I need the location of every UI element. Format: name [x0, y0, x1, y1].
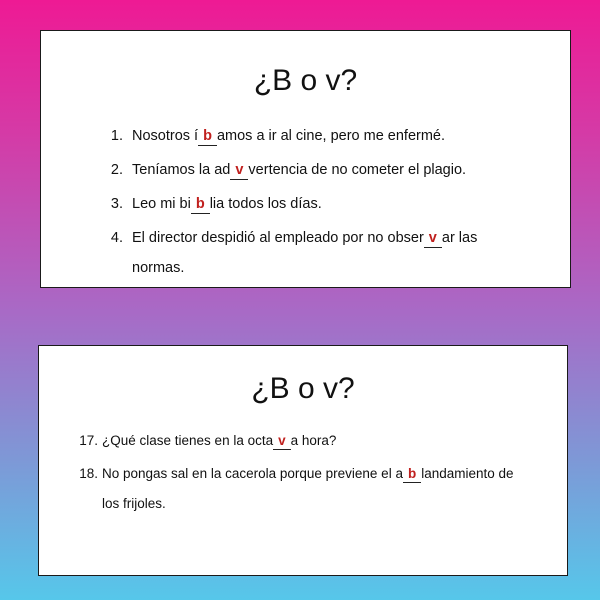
question-item-3 — [101, 189, 504, 219]
answer-letter: v — [278, 433, 286, 448]
card-title: ¿B o v? — [253, 64, 358, 97]
question-number: 2. — [110, 162, 123, 178]
answer-blank — [424, 231, 442, 248]
text-before-blank: No pongas sal en la cacerola porque previene el a — [102, 466, 403, 481]
answer-letter: b — [203, 128, 212, 144]
question-item-2 — [101, 155, 504, 185]
answer-letter: v — [428, 230, 437, 246]
question-text — [132, 223, 504, 283]
text-after-blank: ar las normas. — [132, 230, 478, 276]
question-text — [132, 121, 504, 151]
text-before-blank: Nosotros í — [132, 128, 199, 144]
answer-blank — [403, 467, 421, 483]
answer-blank — [230, 163, 248, 180]
question-list — [78, 426, 524, 522]
question-number: 18. — [79, 466, 98, 481]
answer-blank — [273, 434, 291, 450]
question-number: 4. — [110, 230, 123, 246]
card-title: ¿B o v? — [251, 372, 355, 405]
question-list — [101, 121, 504, 287]
question-text — [132, 189, 504, 219]
answer-letter: b — [407, 466, 417, 481]
question-item-18 — [78, 459, 524, 519]
question-number: 3. — [110, 196, 123, 212]
answer-letter: v — [235, 162, 244, 178]
quiz-card-2 — [38, 345, 568, 576]
question-item-1 — [101, 121, 504, 151]
question-number: 17. — [79, 433, 98, 448]
question-item-17 — [78, 426, 524, 456]
question-text — [102, 459, 524, 519]
question-item-4 — [101, 223, 504, 283]
text-after-blank: a hora? — [290, 433, 337, 448]
answer-blank — [198, 129, 217, 146]
text-after-blank: lia todos los días. — [209, 196, 322, 212]
quiz-card-1 — [40, 30, 571, 288]
text-before-blank: Leo mi bi — [132, 196, 191, 212]
answer-blank — [191, 197, 210, 214]
text-before-blank: ¿Qué clase tienes en la octa — [102, 433, 274, 448]
text-before-blank: Teníamos la ad — [132, 162, 231, 178]
text-after-blank: vertencia de no cometer el plagio. — [248, 162, 467, 178]
text-after-blank: amos a ir al cine, pero me enfermé. — [216, 128, 446, 144]
question-number: 1. — [110, 128, 123, 144]
text-after-blank: landamiento de los frijoles. — [102, 466, 514, 511]
question-text — [132, 155, 504, 185]
text-before-blank: El director despidió al empleado por no obser — [132, 230, 424, 246]
question-text — [102, 426, 524, 456]
answer-letter: b — [195, 196, 205, 212]
